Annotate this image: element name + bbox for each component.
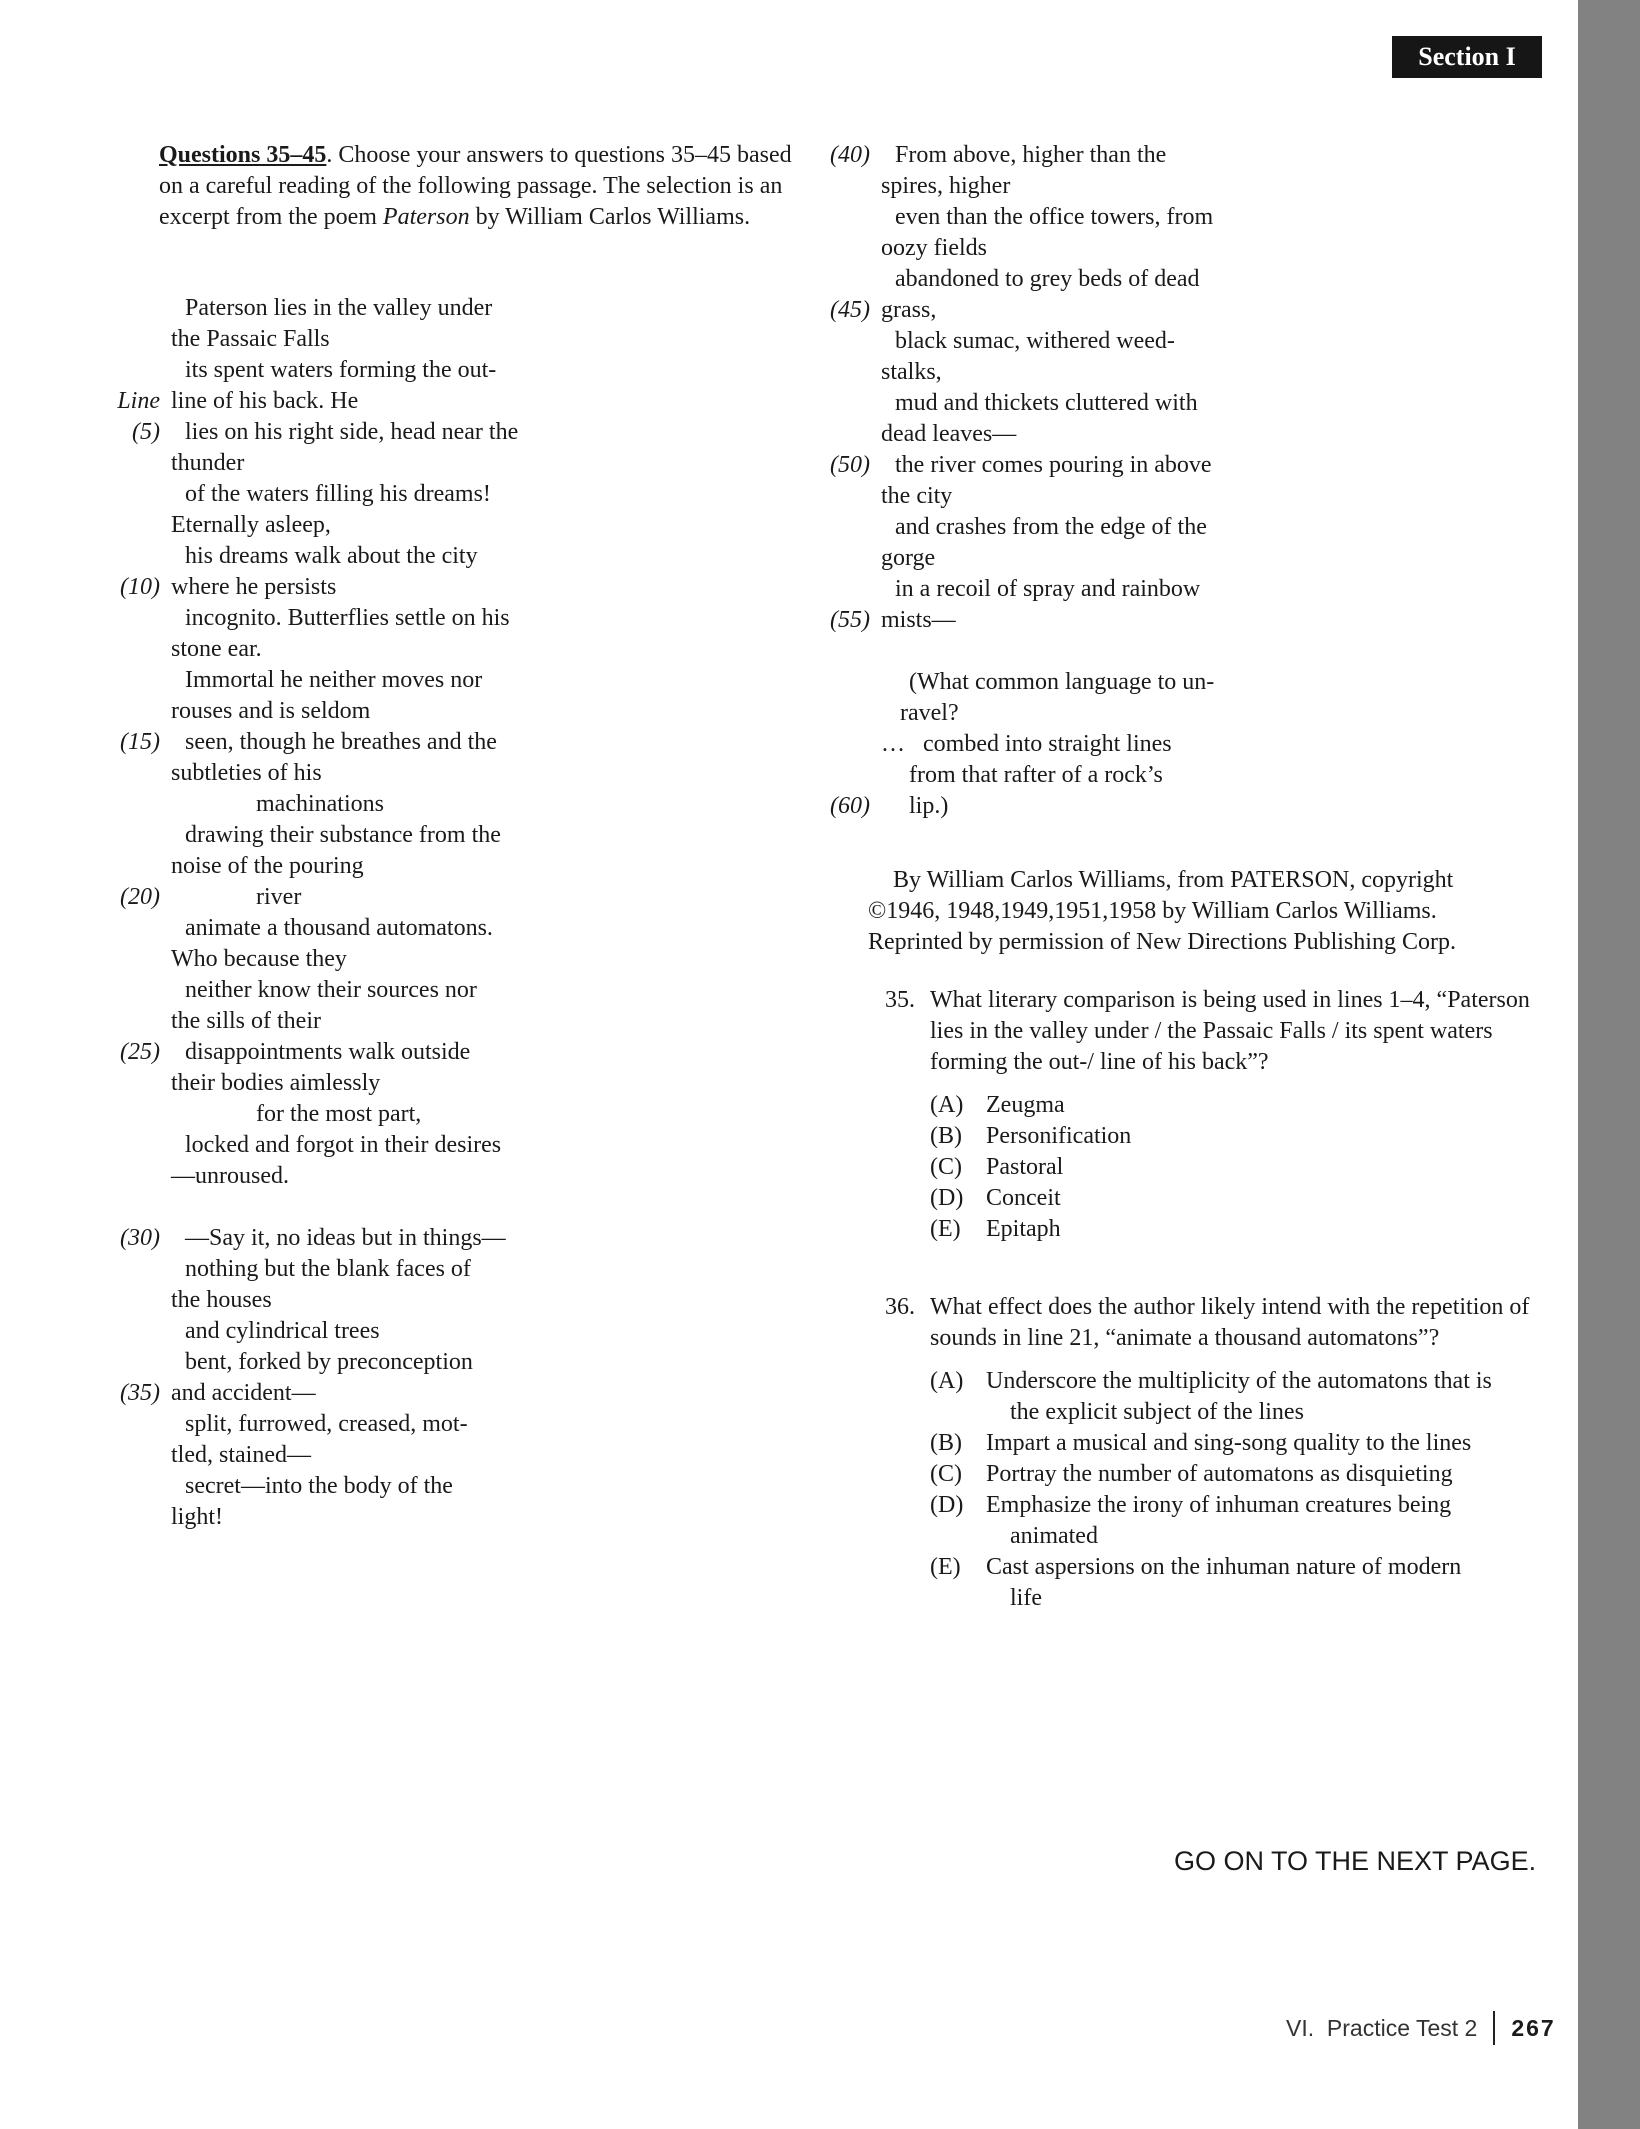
choice-text-continued: the explicit subject of the lines xyxy=(1010,1399,1304,1425)
poem-line: split, furrowed, creased, mot- xyxy=(185,1411,468,1437)
question-36 xyxy=(885,1292,1545,1614)
choice-c[interactable] xyxy=(930,1459,1545,1490)
poem-line: where he persists xyxy=(171,574,337,600)
poem-line: Who because they xyxy=(171,946,347,972)
poem-line: secret—into the body of the xyxy=(185,1473,453,1499)
question-35 xyxy=(885,985,1545,1245)
poem-line: and crashes from the edge of the xyxy=(895,514,1207,540)
poem-line: From above, higher than the xyxy=(895,142,1167,168)
poem-line: grass, xyxy=(881,297,937,323)
line-number: (50) xyxy=(830,452,870,478)
line-number: (15) xyxy=(120,729,160,755)
copyright-credit xyxy=(868,865,1528,958)
poem-line: —unroused. xyxy=(171,1163,289,1189)
poem-line: of the waters filling his dreams! xyxy=(185,481,491,507)
choice-b[interactable] xyxy=(930,1428,1545,1459)
poem-line: the sills of their xyxy=(171,1008,321,1034)
choice-text-continued: life xyxy=(1010,1585,1042,1611)
choice-c[interactable] xyxy=(930,1152,1545,1183)
poem-line: machinations xyxy=(256,791,384,817)
answer-choices xyxy=(930,1366,1545,1614)
choice-text: Portray the number of automatons as disquieting xyxy=(986,1461,1453,1487)
passage-intro xyxy=(159,140,799,233)
page-number: 267 xyxy=(1511,2014,1556,2041)
choice-letter: (B) xyxy=(930,1123,962,1149)
line-number: (30) xyxy=(120,1225,160,1251)
poem-line: animate a thousand automatons. xyxy=(185,915,493,941)
choice-letter: (E) xyxy=(930,1554,961,1580)
poem-line: disappointments walk outside xyxy=(185,1039,471,1065)
poem-line: and accident— xyxy=(171,1380,316,1406)
choice-text: Underscore the multiplicity of the automatons that is xyxy=(986,1368,1492,1394)
line-number: (10) xyxy=(120,574,160,600)
poem-line: locked and forgot in their desires xyxy=(185,1132,502,1158)
line-number: (40) xyxy=(830,142,870,168)
choice-d[interactable] xyxy=(930,1490,1545,1552)
poem-line: from that rafter of a rock’s xyxy=(909,762,1163,788)
poem-line: mud and thickets cluttered with xyxy=(895,390,1198,416)
question-number: 36. xyxy=(885,1294,915,1320)
poem-line: its spent waters forming the out- xyxy=(185,357,497,383)
poem-line: dead leaves— xyxy=(881,421,1017,447)
choice-a[interactable] xyxy=(930,1090,1545,1121)
section-label: Section I xyxy=(1418,42,1516,71)
poem-line: seen, though he breathes and the xyxy=(185,729,497,755)
choice-letter: (A) xyxy=(930,1368,964,1394)
choice-b[interactable] xyxy=(930,1121,1545,1152)
poem-line: Eternally asleep, xyxy=(171,512,331,538)
choice-text: Pastoral xyxy=(986,1154,1064,1180)
page-footer xyxy=(1286,2010,1556,2046)
poem-line: thunder xyxy=(171,450,245,476)
poem-line: oozy fields xyxy=(881,235,987,261)
line-number: (35) xyxy=(120,1380,160,1406)
poem-line: neither know their sources nor xyxy=(185,977,477,1003)
credit-line-3: Reprinted by permission of New Directions Publishing Corp. xyxy=(868,929,1456,955)
line-number: (55) xyxy=(830,607,870,633)
poem-line: mists— xyxy=(881,607,956,633)
choice-letter: (D) xyxy=(930,1185,964,1211)
poem-line: and cylindrical trees xyxy=(185,1318,380,1344)
poem-line: his dreams walk about the city xyxy=(185,543,478,569)
poem-line: in a recoil of spray and rainbow xyxy=(895,576,1201,602)
poem-line: drawing their substance from the xyxy=(185,822,501,848)
poem-line: the houses xyxy=(171,1287,272,1313)
line-number: (5) xyxy=(132,419,160,445)
poem-line: lies on his right side, head near the xyxy=(185,419,519,445)
poem-line: abandoned to grey beds of dead xyxy=(895,266,1200,292)
credit-line-1: By William Carlos Williams, from PATERSON, copyright xyxy=(893,867,1454,893)
choice-d[interactable] xyxy=(930,1183,1545,1214)
poem-line: stalks, xyxy=(881,359,942,385)
page-edge-bar xyxy=(1578,0,1640,2129)
question-stem: What effect does the author likely intend with the repetition of sounds in line 21, “animate a thousand automatons”? xyxy=(930,1294,1530,1351)
poem-line: black sumac, withered weed- xyxy=(895,328,1175,354)
credit-line-2: ©1946, 1948,1949,1951,1958 by William Carlos Williams. xyxy=(868,898,1437,924)
choice-text-continued: animated xyxy=(1010,1523,1098,1549)
poem-line: subtleties of his xyxy=(171,760,322,786)
choice-text: Personification xyxy=(986,1123,1132,1149)
poem-line: spires, higher xyxy=(881,173,1011,199)
poem-line: Paterson lies in the valley under xyxy=(185,295,493,321)
choice-letter: (E) xyxy=(930,1216,961,1242)
intro-text-after: by William Carlos Williams. xyxy=(469,204,751,230)
footer-divider xyxy=(1493,2011,1495,2045)
question-stem: What literary comparison is being used in lines 1–4, “Paterson lies in the valley under / the Passaic Falls / its spent waters forming the out-/ line of his back”? xyxy=(930,987,1530,1075)
poem-line: the Passaic Falls xyxy=(171,326,330,352)
go-on-notice: GO ON TO THE NEXT PAGE. xyxy=(1174,1846,1537,1876)
poem-line: nothing but the blank faces of xyxy=(185,1256,471,1282)
line-number: Line xyxy=(117,388,160,414)
choice-text: Zeugma xyxy=(986,1092,1065,1118)
choice-e[interactable] xyxy=(930,1214,1545,1245)
line-number: (25) xyxy=(120,1039,160,1065)
choice-letter: (D) xyxy=(930,1492,964,1518)
poem-line: even than the office towers, from xyxy=(895,204,1214,230)
poem-line: incognito. Butterflies settle on his xyxy=(185,605,510,631)
poem-line: line of his back. He xyxy=(171,388,359,414)
poem-line: noise of the pouring xyxy=(171,853,364,879)
section-badge xyxy=(1392,36,1542,78)
choice-text: Cast aspersions on the inhuman nature of modern xyxy=(986,1554,1462,1580)
choice-text: Emphasize the irony of inhuman creatures being xyxy=(986,1492,1452,1518)
poem-line: tled, stained— xyxy=(171,1442,311,1468)
choice-letter: (B) xyxy=(930,1430,962,1456)
poem-line: lip.) xyxy=(909,793,949,819)
choice-text: Impart a musical and sing-song quality to the lines xyxy=(986,1430,1472,1456)
choice-text: Epitaph xyxy=(986,1216,1061,1242)
poem-title: Paterson xyxy=(382,204,470,230)
poem-line: bent, forked by preconception xyxy=(185,1349,473,1375)
poem-line: … combed into straight lines xyxy=(881,731,1172,757)
poem-line: light! xyxy=(171,1504,223,1530)
choice-letter: (C) xyxy=(930,1461,962,1487)
poem-line: gorge xyxy=(881,545,936,571)
poem-line: —Say it, no ideas but in things— xyxy=(185,1225,506,1251)
poem-line: for the most part, xyxy=(256,1101,422,1127)
poem-line: their bodies aimlessly xyxy=(171,1070,381,1096)
choice-letter: (A) xyxy=(930,1092,964,1118)
poem-line: the river comes pouring in above xyxy=(895,452,1212,478)
answer-choices xyxy=(930,1090,1545,1245)
chapter-label: VI. Practice Test 2 xyxy=(1286,2014,1478,2041)
choice-a[interactable] xyxy=(930,1366,1545,1428)
poem-line: rouses and is seldom xyxy=(171,698,371,724)
choice-letter: (C) xyxy=(930,1154,962,1180)
choice-text: Conceit xyxy=(986,1185,1061,1211)
poem-line: ravel? xyxy=(900,700,959,726)
question-range: Questions 35–45 xyxy=(159,142,327,168)
poem-line: river xyxy=(256,884,302,910)
intro-text-before: . Choose your answers to questions 35–45 based on a careful reading of the following passage. The selection is an excerpt from the poem xyxy=(159,142,792,230)
poem-line: stone ear. xyxy=(171,636,262,662)
poem-line: (What common language to un- xyxy=(909,669,1215,695)
question-number: 35. xyxy=(885,987,915,1013)
line-number: (45) xyxy=(830,297,870,323)
poem-line: Immortal he neither moves nor xyxy=(185,667,483,693)
choice-e[interactable] xyxy=(930,1552,1545,1614)
line-number: (60) xyxy=(830,793,870,819)
line-number: (20) xyxy=(120,884,160,910)
poem-line: the city xyxy=(881,483,953,509)
